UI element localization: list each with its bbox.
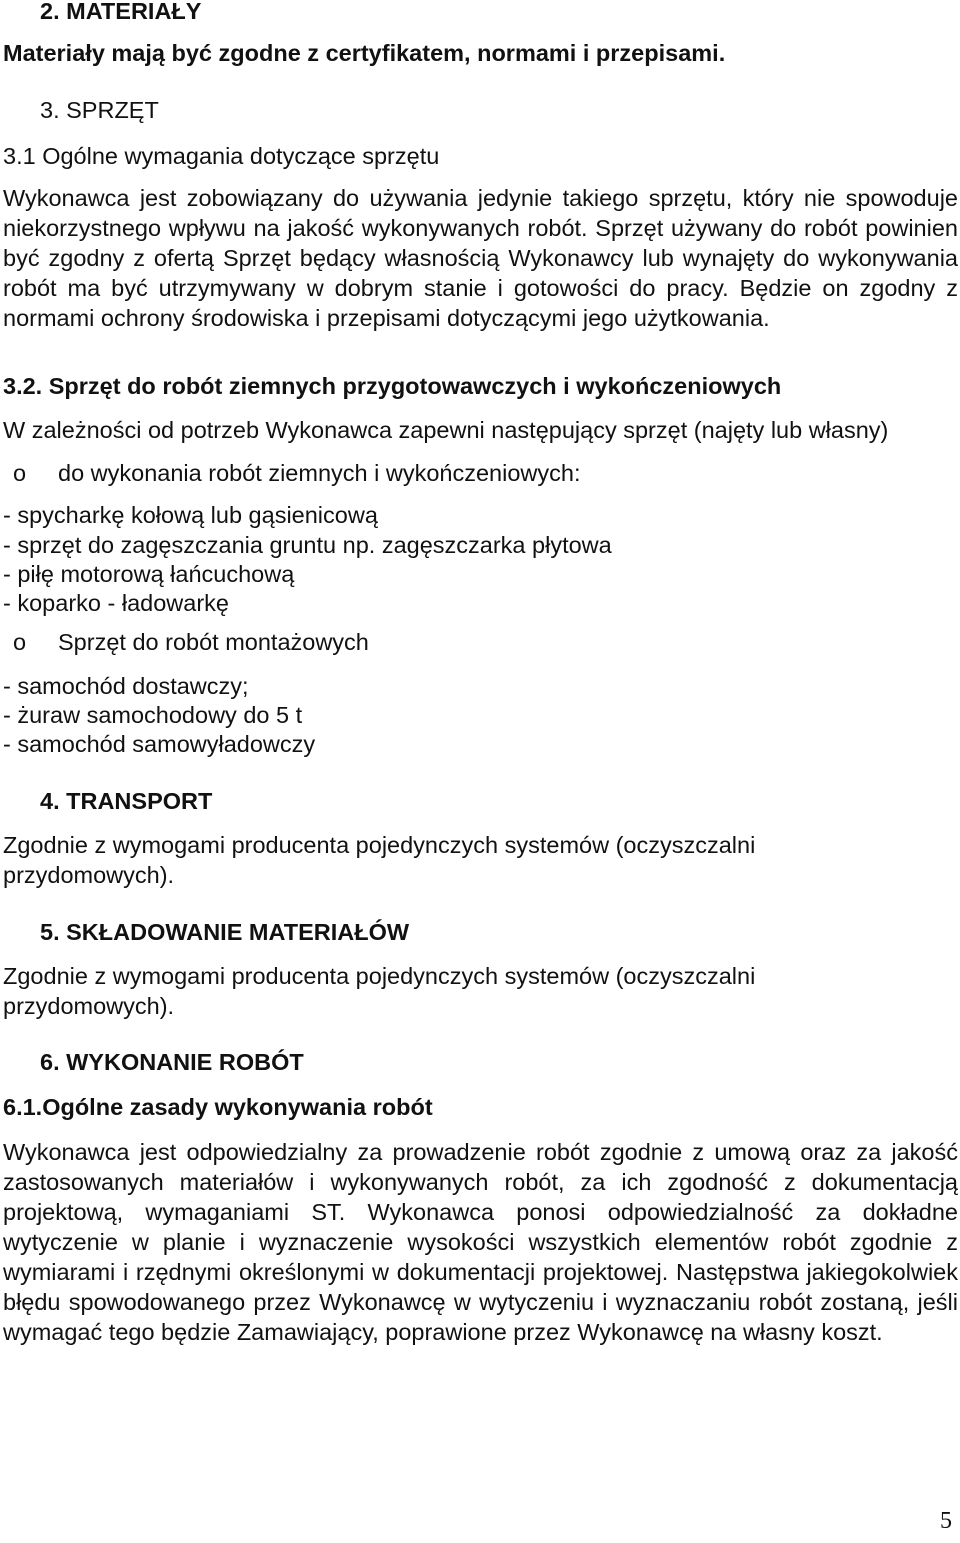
bullet-item-2 [3,629,958,659]
section-3-2-heading: 3.2. Sprzęt do robót ziemnych przygotowawczych i wykończeniowych [3,373,782,399]
section-3-heading: 3. SPRZĘT [40,97,159,123]
list-item: - piłę motorową łańcuchową [3,561,295,587]
section-2-heading: 2. MATERIAŁY [40,0,202,24]
section-3-1-paragraph: Wykonawca jest zobowiązany do używania jedynie takiego sprzętu, który nie spowoduje niekorzystnego wpływu na jakość wykonywanych robót. Sprzęt używany do robót powinien być zgodny z ofertą Sprzęt będący własnością Wykonawcy lub wynajęty do wykonywania robót ma być utrzymywany w dobrym stanie i gotowości do pracy. Będzie on zgodny z normami ochrony środowiska i przepisami dotyczącymi jego użytkowania. [3,185,958,331]
section-6-1-paragraph: Wykonawca jest odpowiedzialny za prowadzenie robót zgodnie z umową oraz za jakość zastosowanych materiałów i wykonywanych robót, za ich zgodność z dokumentacją projektową, wymaganiami ST. Wykonawca ponosi odpowiedzialność za dokładne wytyczenie w planie i wyznaczenie wysokości wszystkich elementów robót zgodnie z wymiarami i rzędnymi określonymi w dokumentacji projektowej. Następstwa jakiegokolwiek błędu spowodowanego przez Wykonawcę w wytyczeniu i wyznaczaniu robót zostaną, jeśli wymagać tego będzie Zamawiający, poprawione przez Wykonawcę na własny koszt. [3,1139,958,1345]
bullet-item-1 [3,460,958,490]
bullet-marker: o [13,629,27,655]
list-item: - sprzęt do zagęszczania gruntu np. zagęszczarka płytowa [3,532,612,558]
list-item: - spycharkę kołową lub gąsienicową [3,502,378,528]
bullet-marker: o [13,460,27,486]
bullet-text: do wykonania robót ziemnych i wykończeniowych: [58,460,581,486]
section-5-text-line1: Zgodnie z wymogami producenta pojedynczych systemów (oczyszczalni [3,963,756,989]
list-item: - samochód dostawczy; [3,673,249,699]
section-4-text-line1: Zgodnie z wymogami producenta pojedynczych systemów (oczyszczalni [3,832,756,858]
list-item: - żuraw samochodowy do 5 t [3,702,303,728]
list-item: - koparko - ładowarkę [3,590,229,616]
section-3-2-intro: W zależności od potrzeb Wykonawca zapewni następujący sprzęt (najęty lub własny) [3,417,889,443]
section-3-1-heading: 3.1 Ogólne wymagania dotyczące sprzętu [3,143,440,169]
bullet-text: Sprzęt do robót montażowych [58,629,369,655]
section-4-text-line2: przydomowych). [3,862,175,888]
section-5-text-line2: przydomowych). [3,993,175,1019]
section-6-heading: 6. WYKONANIE ROBÓT [40,1049,304,1075]
list-item: - samochód samowyładowczy [3,731,316,757]
section-4-heading: 4. TRANSPORT [40,788,213,814]
section-5-heading: 5. SKŁADOWANIE MATERIAŁÓW [40,919,410,945]
page-number: 5 [940,1508,952,1534]
section-2-text: Materiały mają być zgodne z certyfikatem, normami i przepisami. [3,40,726,66]
section-6-1-heading: 6.1.Ogólne zasady wykonywania robót [3,1094,433,1120]
